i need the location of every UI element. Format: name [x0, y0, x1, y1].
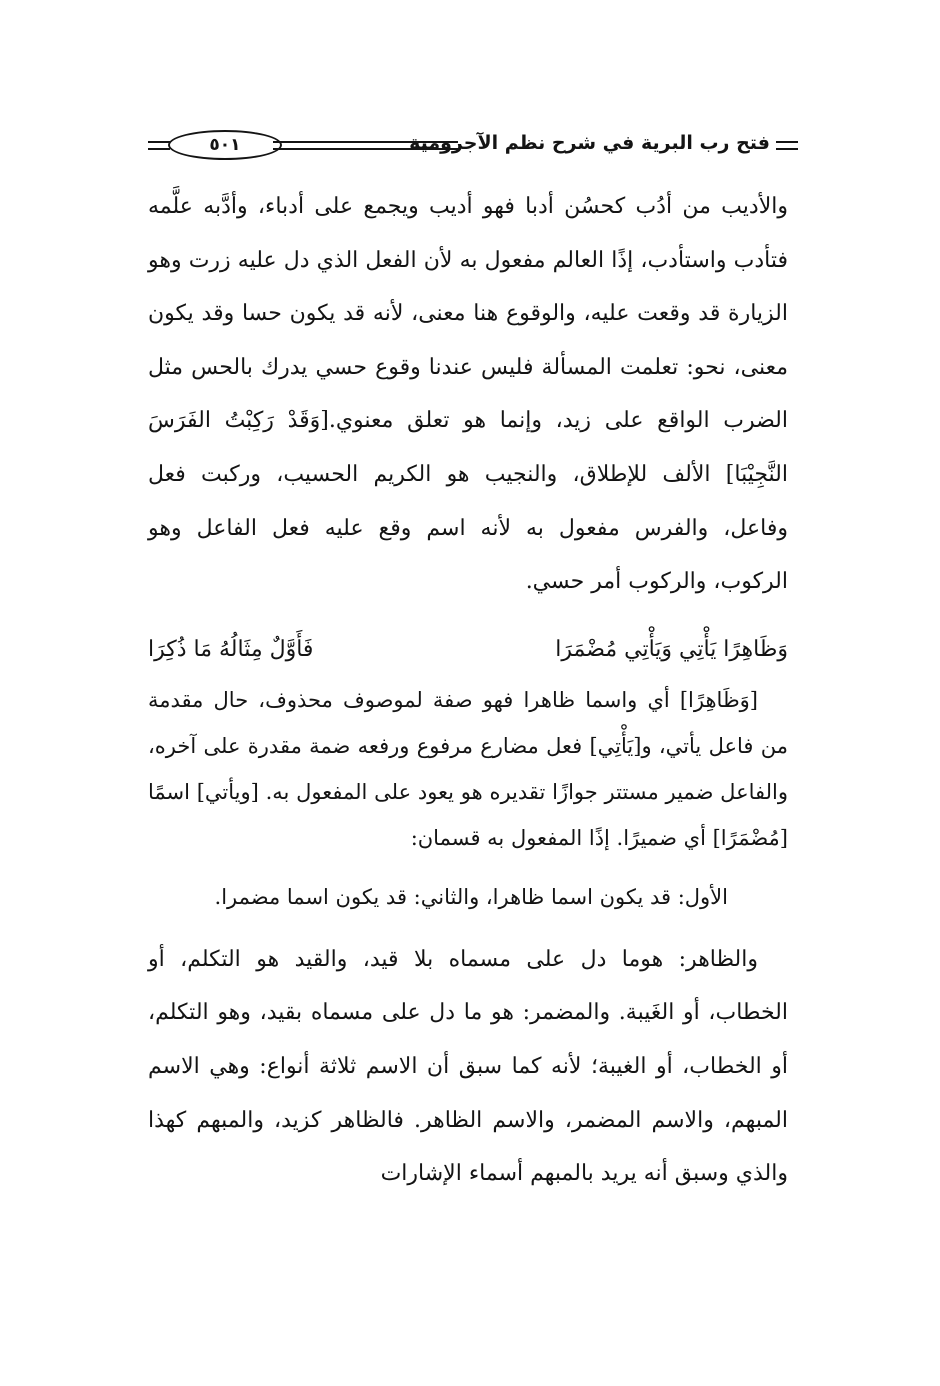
header-rule-right: [776, 141, 798, 150]
paragraph-1: والأديب من أدُب كحسُن أدبا فهو أديب ويجمع على أدباء، وأدَّبه علَّمه فتأدب واستأدب، إذًا العالم مفعول به لأن الفعل الذي دل عليه زرت وهو الزيارة قد وقعت عليه، والوقوع هنا معنى، لأنه قد يكون حسا وقد يكون معنى، نحو: تعلمت المسألة فليس عندنا وقوع حسي يدرك بالحس مثل الضرب الواقع على زيد، وإنما هو تعلق معنوي.[وَقَدْ رَكِبْتُ الفَرَسَ النَّجِيْبَا] الألف للإطلاق، والنجيب هو الكريم الحسيب، وركبت فعل وفاعل، والفرس مفعول به لأنه اسم وقع عليه فعل الفاعل وهو الركوب، والركوب أمر حسي.: [148, 194, 788, 595]
verse-line: [148, 623, 788, 677]
paragraph-2: [وَظَاهِرًا] أي واسما ظاهرا فهو صفة لموصوف محذوف، حال مقدمة من فاعل يأتي، و[يَأْتِي] فعل مضارع مرفوع ورفعه ضمة مقدرة على آخره، والفاعل ضمير مستتر جوازًا تقديره هو يعود على المفعول به. [ويأتي] اسمًا [مُضْمَرًا] أي ضميرًا. إذًا المفعول به قسمان:: [148, 687, 788, 850]
paragraph-3: الأول: قد يكون اسما ظاهرا، والثاني: قد يكون اسما مضمرا.: [214, 884, 728, 909]
page-number: ٥٠١: [168, 130, 282, 160]
verse-second-hemistich: فَأَوَّلٌ مِثَالُهُ مَا ذُكِرَا: [148, 636, 314, 662]
page-header: [148, 122, 798, 166]
header-rule-left: [148, 141, 170, 150]
book-title: فتح رب البرية في شرح نظم الآجرومية: [409, 132, 770, 154]
paragraph-4: والظاهر: هوما دل على مسماه بلا قيد، والقيد هو التكلم، أو الخطاب، أو الغَيبة. والمضمر: هو ما دل على مسماه بقيد، وهو التكلم، أو الخطاب، أو الغيبة؛ لأنه كما سبق أن الاسم ثلاثة أنواع: وهي الاسم المبهم، والاسم المضمر، والاسم الظاهر. فالظاهر كزيد، والمبهم كهذا والذي وسبق أنه يريد بالمبهم أسماء الإشارات: [148, 946, 788, 1187]
header-rule-middle: [273, 141, 458, 150]
verse-first-hemistich: وَظَاهِرًا يَأْتِي وَيَأْتِي مُضْمَرَا: [555, 636, 788, 662]
page-body: [148, 180, 788, 1201]
